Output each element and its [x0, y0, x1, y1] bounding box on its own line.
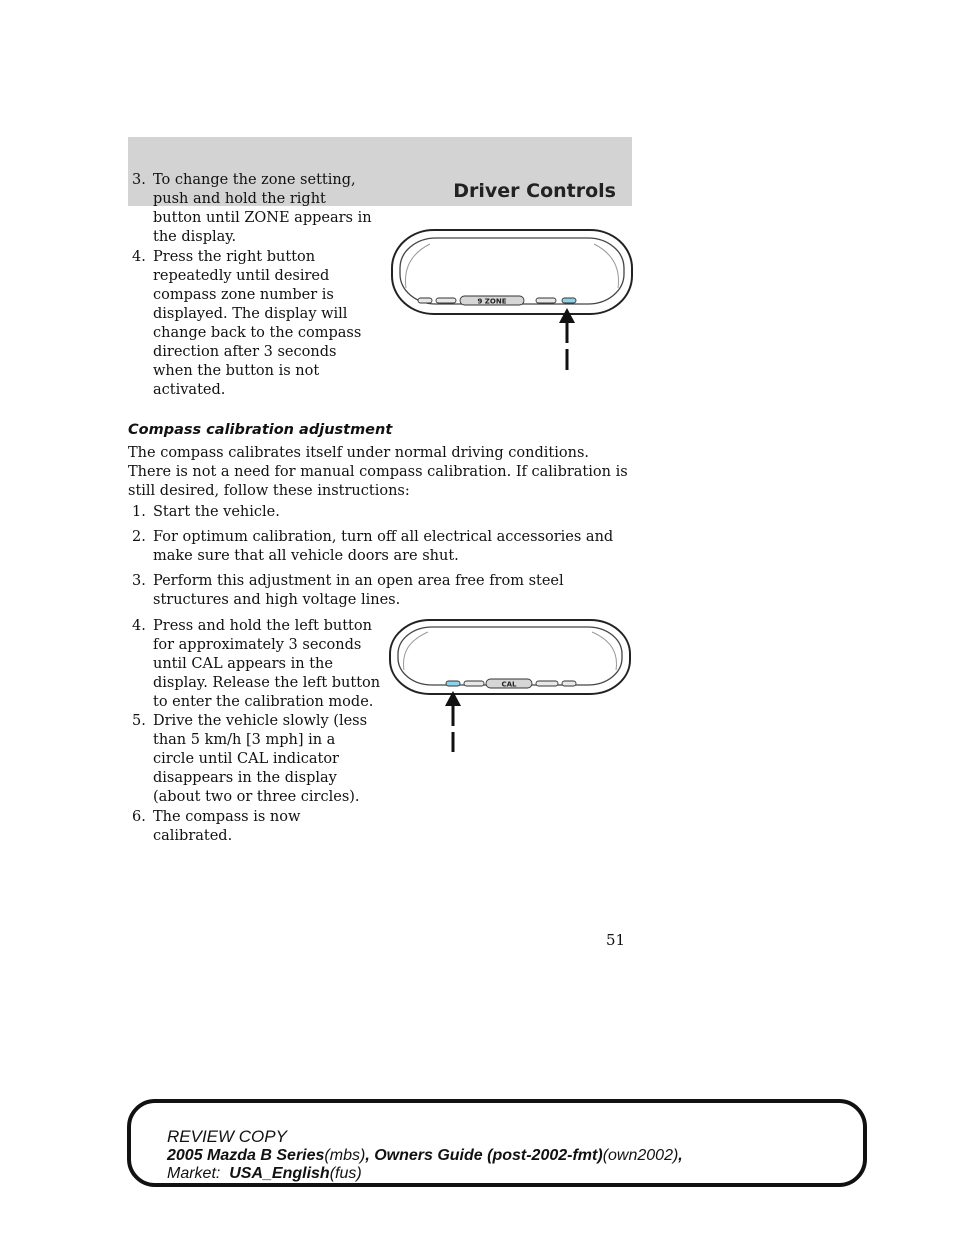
guide-code: (own2002): [602, 1147, 679, 1164]
cal-step-5: [132, 712, 377, 807]
document-info: [167, 1147, 683, 1165]
step-number: 3.: [132, 573, 146, 589]
vehicle-name: 2005 Mazda B Series: [167, 1147, 325, 1164]
mirror-cal-illustration: [388, 618, 636, 754]
mirror-zone-display: 9 ZONE: [477, 297, 507, 306]
trailing-comma: ,: [678, 1147, 683, 1164]
step-text: Drive the vehicle slowly (less than 5 km/h [3 mph] in a circle until CAL indicator disappears in the display (about two or three circles).: [153, 713, 368, 805]
step-number: 2.: [132, 529, 146, 545]
left-button: [446, 681, 460, 686]
page-number: 51: [606, 931, 626, 949]
market-name: USA_English: [229, 1165, 330, 1182]
subheading: Compass calibration adjustment: [128, 422, 393, 438]
step-text: Press and hold the left button for approximately 3 seconds until CAL appears in the display. Release the left button to enter the calibration mode.: [153, 618, 381, 710]
market-info: [167, 1165, 362, 1183]
right-button: [562, 298, 576, 303]
step-text: Perform this adjustment in an open area free from steel structures and high voltage lines.: [153, 573, 564, 608]
cal-step-4: [132, 617, 382, 712]
section-title: Driver Controls: [453, 180, 616, 202]
guide-name: , Owners Guide (post-2002-fmt): [365, 1147, 603, 1164]
cal-step-3: [132, 572, 632, 610]
vehicle-code: (mbs): [324, 1147, 366, 1164]
cal-step-2: [132, 528, 632, 566]
step-number: 1.: [132, 504, 146, 520]
step-text: For optimum calibration, turn off all electrical accessories and make sure that all vehicle doors are shut.: [153, 529, 614, 564]
mirror-zone-illustration: [390, 228, 638, 376]
intro-paragraph: The compass calibrates itself under normal driving conditions. There is not a need for manual compass calibration. If calibration is still desired, follow these instructions:: [128, 445, 628, 499]
market-code: (fus): [329, 1165, 362, 1182]
step-text: Press the right button repeatedly until desired compass zone number is displayed. The display will change back to the compass direction after 3 seconds when the button is not activated.: [153, 249, 362, 398]
step-number: 6.: [132, 809, 146, 825]
step-number: 4.: [132, 249, 146, 265]
cal-step-1: [132, 503, 632, 522]
review-copy-label: REVIEW COPY: [167, 1127, 287, 1146]
step-text: The compass is now calibrated.: [153, 809, 301, 844]
step-number: 3.: [132, 172, 146, 188]
step-text: Start the vehicle.: [153, 504, 280, 520]
step-number: 5.: [132, 713, 146, 729]
mirror-cal-display: CAL: [501, 680, 517, 689]
cal-step-6: [132, 808, 377, 846]
review-copy-box: [127, 1099, 867, 1187]
zone-step-4: [132, 248, 372, 400]
zone-step-3: [132, 171, 372, 247]
step-number: 4.: [132, 618, 146, 634]
step-text: To change the zone setting, push and hold the right button until ZONE appears in the display.: [153, 172, 372, 245]
market-label: Market:: [167, 1165, 221, 1182]
